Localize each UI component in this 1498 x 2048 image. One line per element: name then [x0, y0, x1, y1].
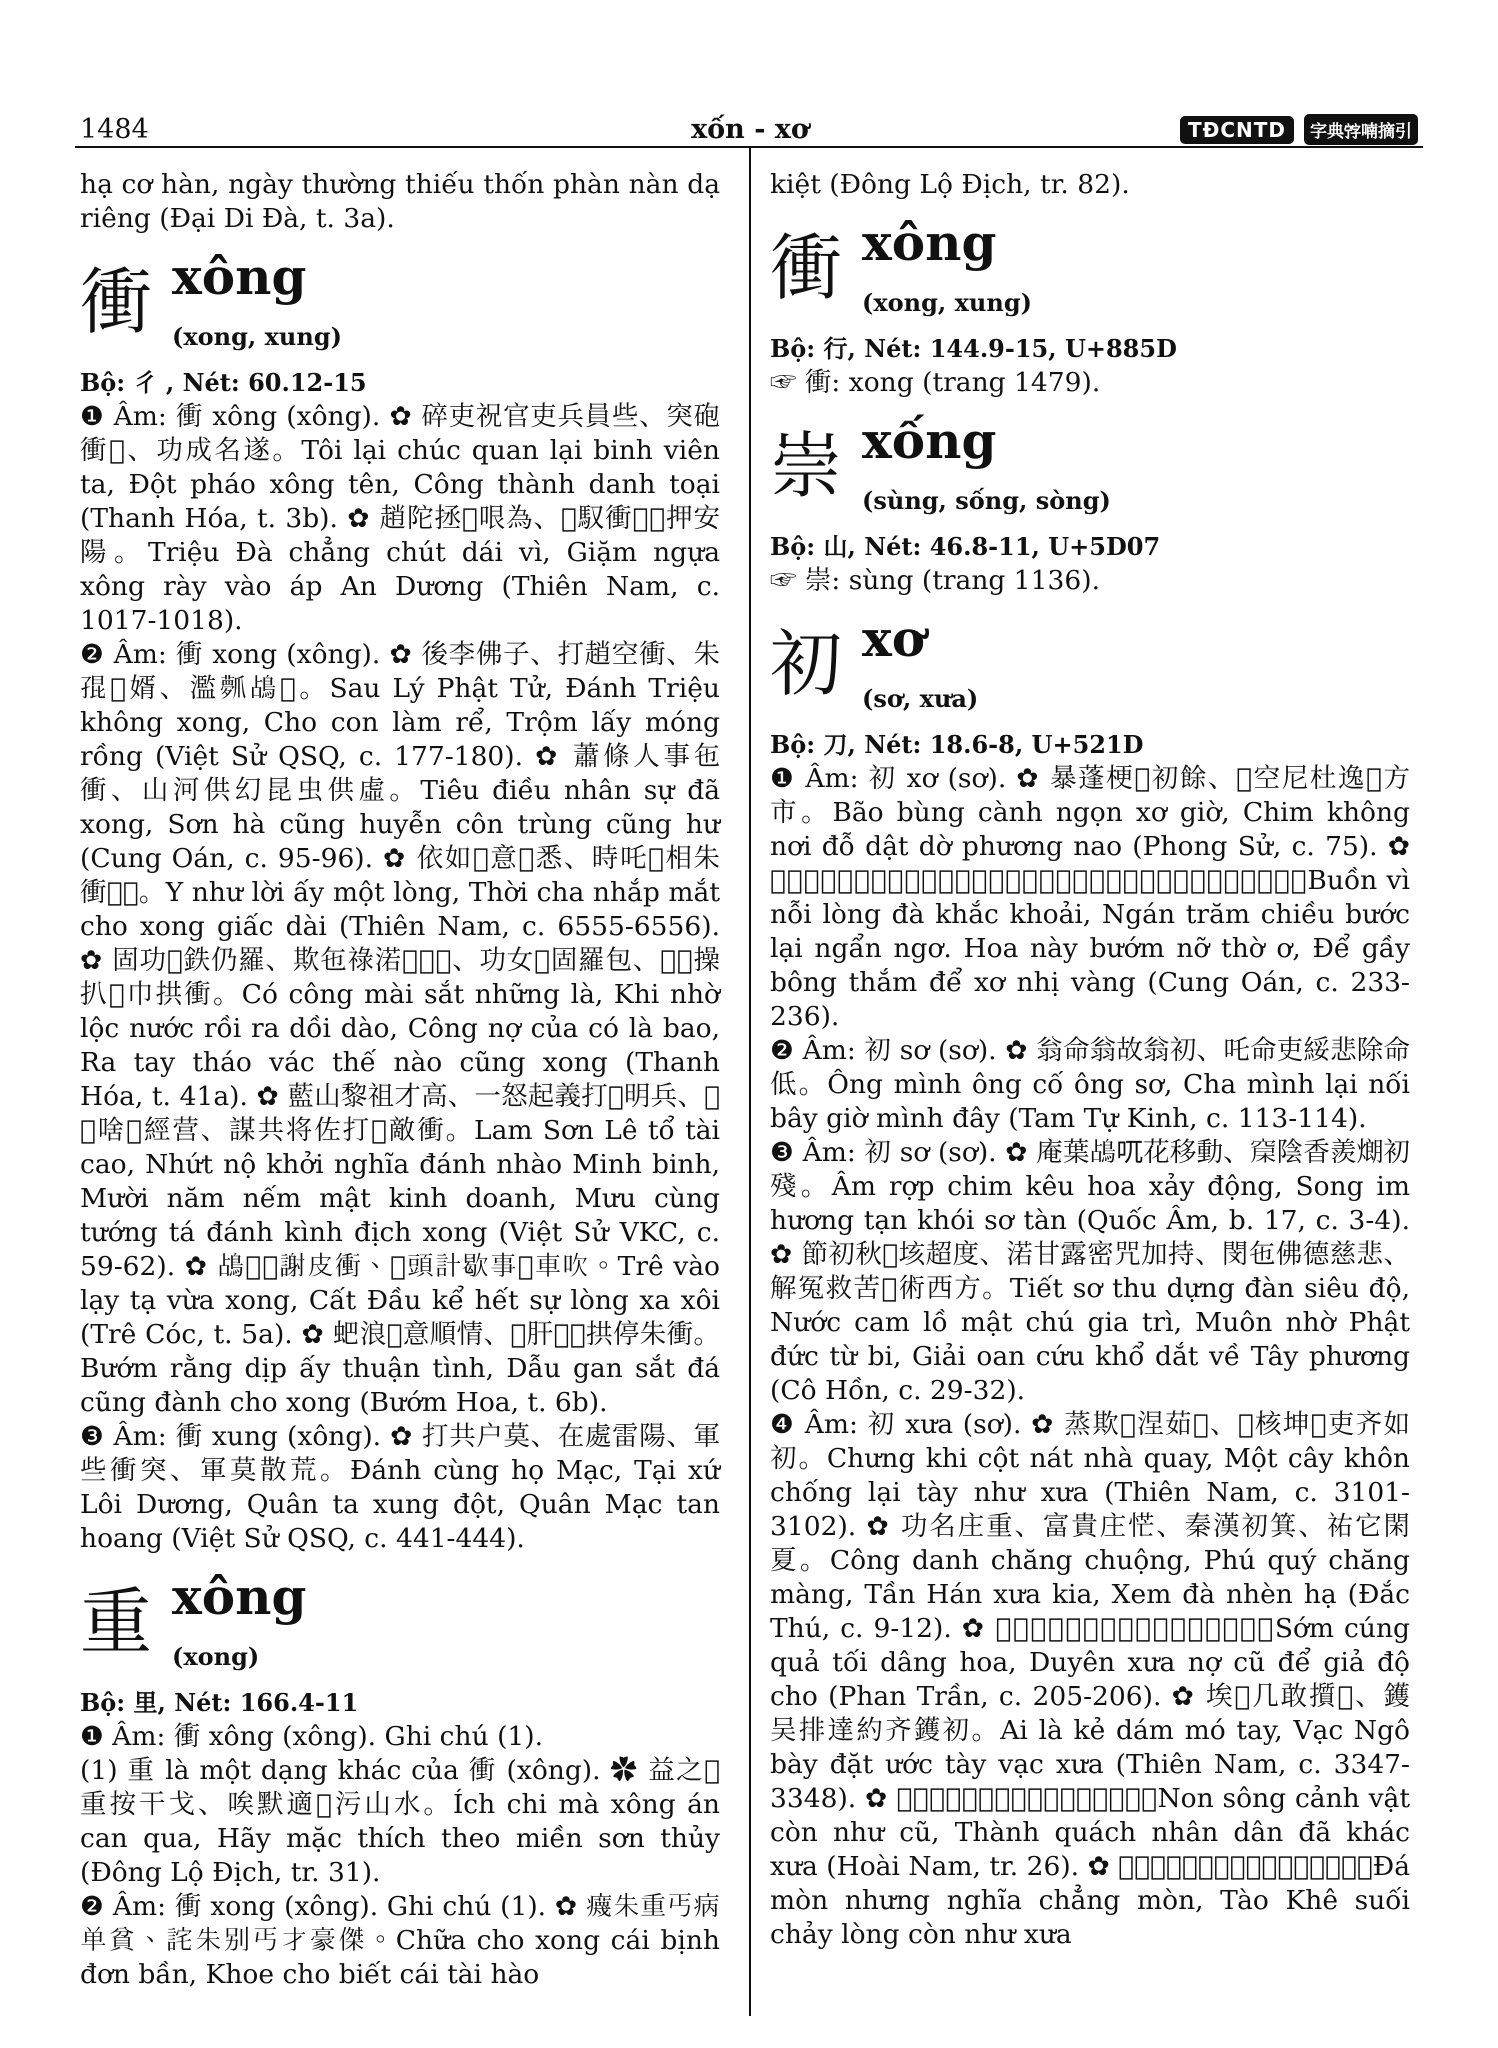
entry-char: 初 — [770, 622, 844, 706]
sense-text: ❷ Âm: 衝 xong (xông). ✿ 後李佛子、打趙空衝、朱𡥵𡖼婿、濫𤔻𪀄𪂳。Sau Lý Phật Tử, Đánh Triệu không xong, Cho con làm rể, Trộm lấy móng rồng (Việt Sử QSQ, c. 177-180). ✿ 蕭條人事㐌衝、山河供幻昆虫供虛。Tiêu điều nhân sự đã xong, Sơn hà cũng huyễn côn trùng cũng hư (Cung Oán, c. 95-96). ✿ 依如𠳒意𠬠悉、時吒𠶋相朱衝𥄮𢖵。Y như lời ấy một lòng, Thời cha nhắp mắt cho xong giấc dài (Thiên Nam, c. 6555-6556). ✿ 固功𥕄鉄仍羅、欺㐌祿渃𡓇𤁘𣳔、功女𧵑固羅包、𠎣𢭲操扒𢬣巾拱衝。Có công mài sắt những là, Khi nhờ lộc nước rồi ra dồi dào, Công nợ của có là bao, Ra tay tháo vác thế nào cũng xong (Thanh Hóa, t. 41a). ✿ 藍山黎祖才高、一怒起義打𩈘明兵、𠽖𢆥啥𦢳經营、謀共将佐打𠞹敵衝。Lam Sơn Lê tổ tài cao, Nhứt nộ khởi nghĩa đánh nhào Minh binh, Mười năm nếm mật kinh doanh, Mưu cùng tướng tá đánh kình địch xong (Việt Sử VKC, c. 59-62). ✿ 𪀄𠊚𢪀謝皮衝、𢭲頭計歇事𢚸車吹。Trê vào lạy tạ vừa xong, Cất Đầu kể hết sự lòng xa xôi (Trê Cóc, t. 5a). ✿ 蚆浪𡀳意順情、𥘶肝𠍦𥒥拱停朱衝。Bướm rằng dịp ấy thuận tình, Dẫu gan sắt đá cũng đành cho xong (Bướm Hoa, t. 6b). — [80, 639, 720, 1418]
entry-readings: (xong, xung) — [172, 322, 342, 351]
sense-text: ❸ Âm: 初 sơ (sơ). ✿ 庵葉𪀄𠮾花移動、𥦃陰香羨𤎜初殘。Âm rợp chim kêu hoa xảy động, Song im hương tạn khói sơ tàn (Quốc Âm, b. 17, c. 3-4). ✿ 節初秋𨔍垓超度、渃甘露密咒加持、閔㐌佛德慈悲、解冤救苦𢪀術西方。Tiết sơ thu dựng đàn siêu độ, Nước cam lồ mật chú gia trì, Muôn nhờ Phật đức từ bi, Giải oan cứu khổ dắt về Tây phương (Cô Hồn, c. 29-32). — [770, 1137, 1410, 1406]
running-head: xốn - xơ — [691, 114, 809, 145]
entry-word: xông — [172, 1567, 307, 1626]
sense-text: ❹ Âm: 初 xưa (sơ). ✿ 蒸欺𣞪涅茹𢭝、𠄩核坤𢭲吏齐如初。Chưng khi cột nát nhà quay, Một cây khôn chống lại tày như xưa (Thiên Nam, c. 3101-3102). ✿ 功名庄重、富貴庄恾、秦漢初箕、祐它閑夏。Công danh chăng chuộng, Phú quý chăng màng, Tần Hán xưa kia, Xem đà nhèn hạ (Đắc Thú, c. 9-12). ✿ 𣋽供果最𤎜花、緣初嬪𡗶底𧈺度朱。Sớm cúng quả tối dâng hoa, Duyên xưa nợ cũ để giả độ cho (Phan Trần, c. 205-206). ✿ 埃𤿰几敢㩫𢭲、鑊吴排達約齐鑊初。Ai là kẻ dám mó tay, Vạc Ngô bày đặt ước tày vạc xưa (Thiên Nam, c. 3347-3348). ✿ 𡽫滝景物𡗶如𦝄、城郭人民㐌恪初。Non sông cảnh vật còn như cũ, Thành quách nhân dân đã khác xưa (Hoài Nam, tr. 26). ✿ 𥒥𤻻仍羡拯𤻻、曹溪派𣳔𢚸群如初。Đá mòn nhưng nghĩa chẳng mòn, Tào Khê suối chảy lòng còn như xưa — [770, 1409, 1410, 1950]
radical-info: Bộ: 刀, Nét: 18.6-8, U+521D — [770, 730, 1144, 759]
sense-text: ❷ Âm: 衝 xong (xông). Ghi chú (1). ✿ 𤻻朱重丐病单貧、詫朱别丐才豪傑。Chữa cho xong cái bịnh đơn bần, Khoe cho biết cái tài hào — [80, 1891, 720, 1990]
entry-header — [770, 214, 1410, 332]
entry-word: xơ — [862, 609, 926, 668]
sense-text: ❸ Âm: 衝 xung (xông). ✿ 打共户莫、在處雷陽、軍些衝突、軍莫散荒。Đánh cùng họ Mạc, Tại xứ Lôi Dương, Quân ta xung đột, Quân Mạc tan hoang (Việt Sử QSQ, c. 441-444). — [80, 1421, 720, 1554]
sense-text: ❶ Âm: 初 xơ (sơ). ✿ 暴蓬梗𦹵初餘、𪀄空尼杜逸𣹓方市。Bão bùng cành ngọn xơ giờ, Chim không nơi đỗ dật dờ phương nao (Phong Sử, c. 75). ✿ 𢜠為𣵰𢚸它克快、𠳨𡗶朝跐吏謹魚。花尼蚆怒𦻩於、底𤵺𦬑𣘊底初𥪝鐄。Buồn vì nỗi lòng đà khắc khoải, Ngán trăm chiều bước lại ngẩn ngơ. Hoa này bướm nỡ thờ ơ, Để gầy bông thắm để xơ nhị vàng (Cung Oán, c. 233-236). — [770, 763, 1410, 1032]
entry-readings: (sùng, sống, sòng) — [862, 486, 1111, 515]
entry-readings: (xong, xung) — [862, 288, 1032, 317]
entry-readings: (sơ, xưa) — [862, 684, 979, 713]
sense-text: ❷ Âm: 初 sơ (sơ). ✿ 翁命翁故翁初、吒命吏綏悲除命低。Ông mình ông cố ông sơ, Cha mình lại nối bây giờ mình đây (Tam Tự Kinh, c. 113-114). — [770, 1035, 1410, 1134]
entry-word: xông — [172, 247, 307, 306]
entry-header — [770, 412, 1410, 530]
left-column — [80, 168, 720, 1992]
radical-info: Bộ: 行, Nét: 144.9-15, U+885D — [770, 334, 1177, 363]
right-column — [770, 168, 1410, 1952]
page-number: 1484 — [80, 114, 149, 145]
entry-header — [80, 248, 720, 366]
entry-char: 衝 — [80, 260, 154, 344]
entry-header — [770, 610, 1410, 728]
entry-header — [80, 1568, 720, 1686]
entry-word: xông — [862, 213, 997, 272]
sense-text: ❶ Âm: 衝 xông (xông). ✿ 碎吏祝官吏兵員些、突砲衝𥪞、功成名遂。Tôi lại chúc quan lại binh viên ta, Đột pháo xông tên, Công thành danh toại (Thanh Hóa, t. 3b). ✿ 趙陀拯𢜠哏為、𨄹馭衝𠖤𩛂押安陽。Triệu Đà chẳng chút dái vì, Giặm ngựa xông rày vào áp An Dương (Thiên Nam, c. 1017-1018). — [80, 401, 720, 636]
cross-reference: ☞ 崇: sùng (trang 1136). — [770, 565, 1101, 596]
continuation-text: kiệt (Đông Lộ Địch, tr. 82). — [770, 169, 1130, 200]
radical-info: Bộ: 彳 , Nét: 60.12-15 — [80, 368, 367, 397]
sense-text: (1) 重 là một dạng khác của 衝 (xông). ✿ 益之𦋦重按干戈、唉默適𨅸污山水。Ích chi mà xông án can qua, Hãy mặc thích theo miền sơn thủy (Đông Lộ Địch, tr. 31). — [80, 1755, 720, 1888]
radical-info: Bộ: 里, Nét: 166.4-11 — [80, 1688, 359, 1717]
column-divider — [749, 146, 751, 2016]
entry-char: 重 — [80, 1580, 154, 1664]
entry-char: 衝 — [770, 226, 844, 310]
entry-word: xống — [862, 411, 997, 470]
continuation-text: hạ cơ hàn, ngày thường thiếu thốn phàn nàn dạ riêng (Đại Di Đà, t. 3a). — [80, 169, 720, 234]
entry-char: 崇 — [770, 424, 844, 508]
logo-cjk: 字典𡨸喃摘引 — [1304, 114, 1418, 145]
entry-readings: (xong) — [172, 1642, 260, 1671]
sense-text: ❶ Âm: 衝 xông (xông). Ghi chú (1). — [80, 1721, 544, 1752]
logo-tdcntd: TĐCNTD — [1180, 116, 1294, 144]
cross-reference: ☞ 衝: xong (trang 1479). — [770, 367, 1101, 398]
radical-info: Bộ: 山, Nét: 46.8-11, U+5D07 — [770, 532, 1161, 561]
publisher-logos — [1180, 114, 1418, 145]
